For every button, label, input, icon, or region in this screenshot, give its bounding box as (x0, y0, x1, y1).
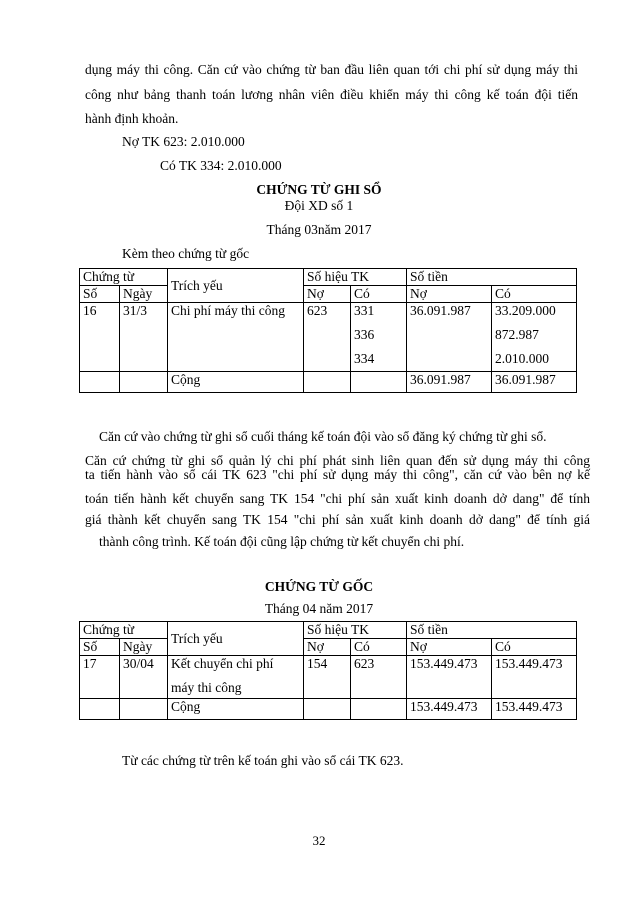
total-no: 153.449.473 (407, 699, 492, 720)
row-tien-co-2: 872.987 (495, 327, 539, 342)
intro-line-1: dụng máy thi công. Căn cứ vào chứng từ ban đầu liên quan tới chi phí sử dụng máy thi (85, 62, 578, 77)
total-co: 153.449.473 (492, 699, 577, 720)
row-so: 17 (80, 656, 120, 699)
table-row (80, 656, 577, 699)
closing-sentence: Từ các chứng từ trên kế toán ghi vào sổ cái TK 623. (122, 753, 404, 768)
header-so: Số (80, 639, 120, 656)
row-tien-co-3: 2.010.000 (495, 351, 549, 366)
header-tien-co: Có (492, 639, 577, 656)
header-chung-tu: Chứng từ (80, 622, 168, 639)
para2-line-2: Căn cứ chứng từ ghi sổ quản lý chi phí phát sinh liên quan đến sử dụng máy thi công (85, 453, 590, 468)
total-co: 36.091.987 (492, 372, 577, 393)
total-no: 36.091.987 (407, 372, 492, 393)
total-row (80, 699, 577, 720)
total-label: Cộng (168, 699, 304, 720)
header-so: Số (80, 286, 120, 303)
intro-line-2: công như bảng thanh toán lương nhân viên điều khiển máy thi công kế toán đội tiến (85, 87, 578, 102)
voucher2-title: CHỨNG TỪ GỐC (264, 579, 374, 594)
row-tk-no: 154 (304, 656, 351, 699)
header-tien-no: Nợ (407, 286, 492, 303)
header-so-hieu-tk: Số hiệu TK (304, 269, 407, 286)
header-so-tien: Số tiền (407, 622, 577, 639)
row-tk-co: 623 (351, 656, 407, 699)
voucher1-attached-note: Kèm theo chứng từ gốc (122, 246, 250, 261)
header-tk-co: Có (351, 286, 407, 303)
para2-line-1: Căn cứ vào chứng từ ghi sổ cuối tháng kế toán đội vào sổ đăng ký chứng từ ghi sổ. (99, 429, 547, 444)
row-trich-yeu-2: máy thi công (171, 680, 242, 695)
intro-line-3: hành định khoản. (85, 111, 179, 126)
row-ngay: 30/04 (120, 656, 168, 699)
total-row (80, 372, 577, 393)
header-tk-co: Có (351, 639, 407, 656)
header-chung-tu: Chứng từ (80, 269, 168, 286)
page-number: 32 (312, 833, 326, 848)
header-tien-no: Nợ (407, 639, 492, 656)
row-tk-co-3: 334 (354, 351, 375, 366)
header-ngay: Ngày (120, 639, 168, 656)
row-tk-no: 623 (304, 303, 351, 372)
row-tien-co-1: 33.209.000 (495, 303, 556, 318)
header-so-tien: Số tiền (407, 269, 577, 286)
para2-line-5: giá thành kết chuyển sang TK 154 "chi phí sản xuất kinh doanh dở dang" để tính giá (85, 512, 590, 527)
voucher1-table (79, 268, 577, 393)
row-tien-no: 36.091.987 (407, 303, 492, 372)
row-so: 16 (80, 303, 120, 372)
row-trich-yeu: Chi phí máy thi công (168, 303, 304, 372)
row-tk-co-2: 336 (354, 327, 375, 342)
row-tien-co (492, 303, 577, 372)
entry-credit: Có TK 334: 2.010.000 (160, 158, 282, 173)
header-so-hieu-tk: Số hiệu TK (304, 622, 407, 639)
voucher1-title: CHỨNG TỪ GHI SỔ (256, 182, 382, 197)
voucher2-table (79, 621, 577, 720)
row-tk-co (351, 303, 407, 372)
table-row (80, 303, 577, 372)
para2-line-4: toán tiến hành kết chuyển sang TK 154 "chi phí sản xuất kinh doanh dở dang" để tính (85, 491, 590, 506)
row-ngay: 31/3 (120, 303, 168, 372)
header-tk-no: Nợ (304, 639, 351, 656)
voucher1-subtitle: Đội XD số 1 (284, 198, 354, 213)
para2-line-3: ta tiến hành vào sổ cái TK 623 "chi phí sử dụng máy thi công", căn cứ vào bên nợ kế (85, 467, 590, 482)
voucher1-month: Tháng 03năm 2017 (266, 222, 372, 237)
header-trich-yeu: Trích yếu (168, 622, 304, 656)
entry-debit: Nợ TK 623: 2.010.000 (122, 134, 245, 149)
row-trich-yeu-1: Kết chuyển chi phí (171, 656, 274, 671)
header-tien-co: Có (492, 286, 577, 303)
para2-line-6: thành công trình. Kế toán đội cũng lập chứng từ kết chuyển chi phí. (99, 534, 465, 549)
header-tk-no: Nợ (304, 286, 351, 303)
row-tk-co-1: 331 (354, 303, 375, 318)
row-tien-no: 153.449.473 (407, 656, 492, 699)
header-ngay: Ngày (120, 286, 168, 303)
row-trich-yeu (168, 656, 304, 699)
header-trich-yeu: Trích yếu (168, 269, 304, 303)
row-tien-co: 153.449.473 (492, 656, 577, 699)
total-label: Cộng (168, 372, 304, 393)
voucher2-month: Tháng 04 năm 2017 (264, 601, 374, 616)
